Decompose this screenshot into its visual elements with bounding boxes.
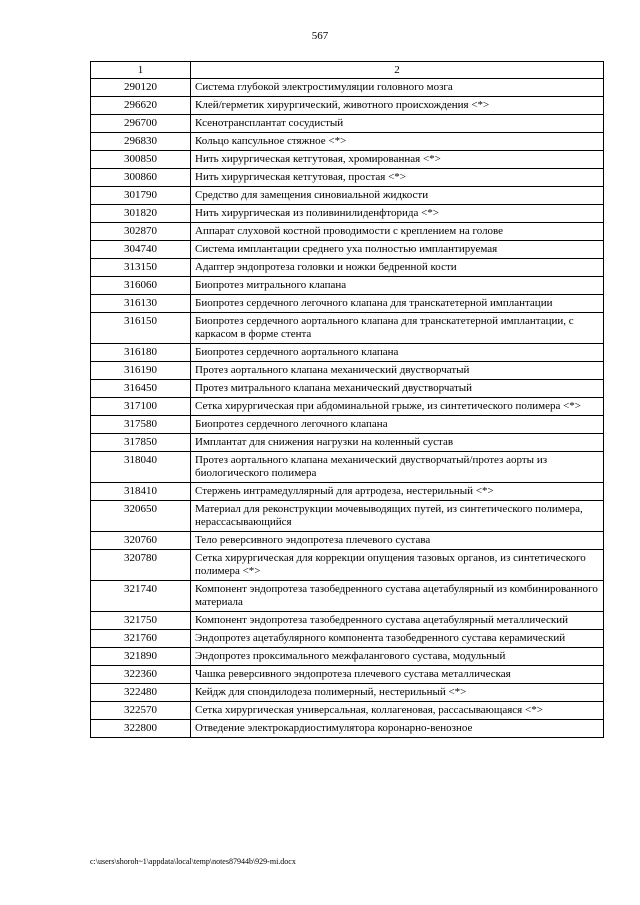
row-code: 296700 bbox=[91, 115, 191, 133]
row-name: Материал для реконструкции мочевыводящих путей, из синтетического полимера, нерассасывающийся bbox=[191, 501, 604, 532]
row-name: Сетка хирургическая универсальная, коллагеновая, рассасывающаяся <*> bbox=[191, 702, 604, 720]
table-row bbox=[91, 97, 604, 115]
row-name: Сетка хирургическая для коррекции опущения тазовых органов, из синтетического полимера <*> bbox=[191, 550, 604, 581]
table-row bbox=[91, 720, 604, 738]
row-name: Чашка реверсивного эндопротеза плечевого сустава металлическая bbox=[191, 666, 604, 684]
table-row bbox=[91, 398, 604, 416]
row-name: Нить хирургическая из поливинилиденфторида <*> bbox=[191, 205, 604, 223]
row-code: 316150 bbox=[91, 313, 191, 344]
row-code: 290120 bbox=[91, 79, 191, 97]
page-number: 567 bbox=[311, 30, 329, 42]
row-code: 320760 bbox=[91, 532, 191, 550]
table-row bbox=[91, 313, 604, 344]
row-name: Биопротез митрального клапана bbox=[191, 277, 604, 295]
row-code: 317580 bbox=[91, 416, 191, 434]
row-code: 316180 bbox=[91, 344, 191, 362]
table-row bbox=[91, 581, 604, 612]
table-row bbox=[91, 79, 604, 97]
row-code: 313150 bbox=[91, 259, 191, 277]
row-name: Средство для замещения синовиальной жидкости bbox=[191, 187, 604, 205]
row-code: 317100 bbox=[91, 398, 191, 416]
row-code: 322800 bbox=[91, 720, 191, 738]
row-code: 300850 bbox=[91, 151, 191, 169]
row-name: Ксенотрансплантат сосудистый bbox=[191, 115, 604, 133]
row-name: Протез митрального клапана механический двустворчатый bbox=[191, 380, 604, 398]
row-code: 318410 bbox=[91, 483, 191, 501]
row-name: Нить хирургическая кетгутовая, простая <*> bbox=[191, 169, 604, 187]
row-code: 316060 bbox=[91, 277, 191, 295]
row-code: 322360 bbox=[91, 666, 191, 684]
table-row bbox=[91, 702, 604, 720]
row-code: 296830 bbox=[91, 133, 191, 151]
table-row bbox=[91, 532, 604, 550]
table-row bbox=[91, 416, 604, 434]
row-code: 317850 bbox=[91, 434, 191, 452]
table-row bbox=[91, 133, 604, 151]
row-name: Кейдж для спондилодеза полимерный, нестерильный <*> bbox=[191, 684, 604, 702]
row-code: 322480 bbox=[91, 684, 191, 702]
table-row bbox=[91, 362, 604, 380]
row-name: Адаптер эндопротеза головки и ножки бедренной кости bbox=[191, 259, 604, 277]
row-name: Система глубокой электростимуляции головного мозга bbox=[191, 79, 604, 97]
column-header-code: 1 bbox=[91, 62, 191, 79]
table-row bbox=[91, 277, 604, 295]
table-row bbox=[91, 666, 604, 684]
row-name: Компонент эндопротеза тазобедренного сустава ацетабулярный металлический bbox=[191, 612, 604, 630]
document-table bbox=[90, 61, 604, 738]
row-code: 301820 bbox=[91, 205, 191, 223]
table-row bbox=[91, 612, 604, 630]
row-code: 322570 bbox=[91, 702, 191, 720]
table-row bbox=[91, 483, 604, 501]
row-code: 318040 bbox=[91, 452, 191, 483]
row-code: 321890 bbox=[91, 648, 191, 666]
row-name: Сетка хирургическая при абдоминальной грыже, из синтетического полимера <*> bbox=[191, 398, 604, 416]
column-header-name: 2 bbox=[191, 62, 604, 79]
row-name: Биопротез сердечного аортального клапана bbox=[191, 344, 604, 362]
row-name: Тело реверсивного эндопротеза плечевого сустава bbox=[191, 532, 604, 550]
row-code: 316190 bbox=[91, 362, 191, 380]
table-row bbox=[91, 115, 604, 133]
row-name: Стержень интрамедуллярный для артродеза, нестерильный <*> bbox=[191, 483, 604, 501]
table-row bbox=[91, 259, 604, 277]
row-code: 301790 bbox=[91, 187, 191, 205]
table-row bbox=[91, 648, 604, 666]
row-code: 300860 bbox=[91, 169, 191, 187]
row-name: Биопротез сердечного легочного клапана для транскатетерной имплантации bbox=[191, 295, 604, 313]
row-name: Кольцо капсульное стяжное <*> bbox=[191, 133, 604, 151]
table-row bbox=[91, 550, 604, 581]
table-row bbox=[91, 501, 604, 532]
row-code: 320780 bbox=[91, 550, 191, 581]
row-name: Биопротез сердечного легочного клапана bbox=[191, 416, 604, 434]
row-code: 316130 bbox=[91, 295, 191, 313]
row-name: Протез аортального клапана механический двустворчатый/протез аорты из биологического полимера bbox=[191, 452, 604, 483]
row-name: Отведение электрокардиостимулятора коронарно-венозное bbox=[191, 720, 604, 738]
table-row bbox=[91, 295, 604, 313]
row-code: 321750 bbox=[91, 612, 191, 630]
row-name: Эндопротез проксимального межфалангового сустава, модульный bbox=[191, 648, 604, 666]
table-row bbox=[91, 684, 604, 702]
table-row bbox=[91, 151, 604, 169]
row-name: Нить хирургическая кетгутовая, хромированная <*> bbox=[191, 151, 604, 169]
table-row bbox=[91, 205, 604, 223]
row-name: Протез аортального клапана механический двустворчатый bbox=[191, 362, 604, 380]
table-row bbox=[91, 187, 604, 205]
table-row bbox=[91, 630, 604, 648]
row-name: Аппарат слуховой костной проводимости с креплением на голове bbox=[191, 223, 604, 241]
row-name: Имплантат для снижения нагрузки на коленный сустав bbox=[191, 434, 604, 452]
row-code: 321740 bbox=[91, 581, 191, 612]
row-name: Система имплантации среднего уха полностью имплантируемая bbox=[191, 241, 604, 259]
row-code: 320650 bbox=[91, 501, 191, 532]
table-header-row bbox=[91, 62, 604, 79]
table-row bbox=[91, 344, 604, 362]
table-row bbox=[91, 169, 604, 187]
table-row bbox=[91, 452, 604, 483]
row-code: 302870 bbox=[91, 223, 191, 241]
row-code: 304740 bbox=[91, 241, 191, 259]
table-row bbox=[91, 223, 604, 241]
file-path-footer: c:\users\shoroh~1\appdata\local\temp\notes87944b\929-mi.docx bbox=[90, 857, 296, 866]
row-name: Клей/герметик хирургический, животного происхождения <*> bbox=[191, 97, 604, 115]
table-row bbox=[91, 434, 604, 452]
row-code: 321760 bbox=[91, 630, 191, 648]
row-code: 296620 bbox=[91, 97, 191, 115]
table-row bbox=[91, 241, 604, 259]
row-name: Эндопротез ацетабулярного компонента тазобедренного сустава керамический bbox=[191, 630, 604, 648]
table-row bbox=[91, 380, 604, 398]
row-name: Биопротез сердечного аортального клапана для транскатетерной имплантации, с каркасом в форме стента bbox=[191, 313, 604, 344]
row-code: 316450 bbox=[91, 380, 191, 398]
table-body bbox=[91, 79, 604, 738]
row-name: Компонент эндопротеза тазобедренного сустава ацетабулярный из комбинированного материала bbox=[191, 581, 604, 612]
